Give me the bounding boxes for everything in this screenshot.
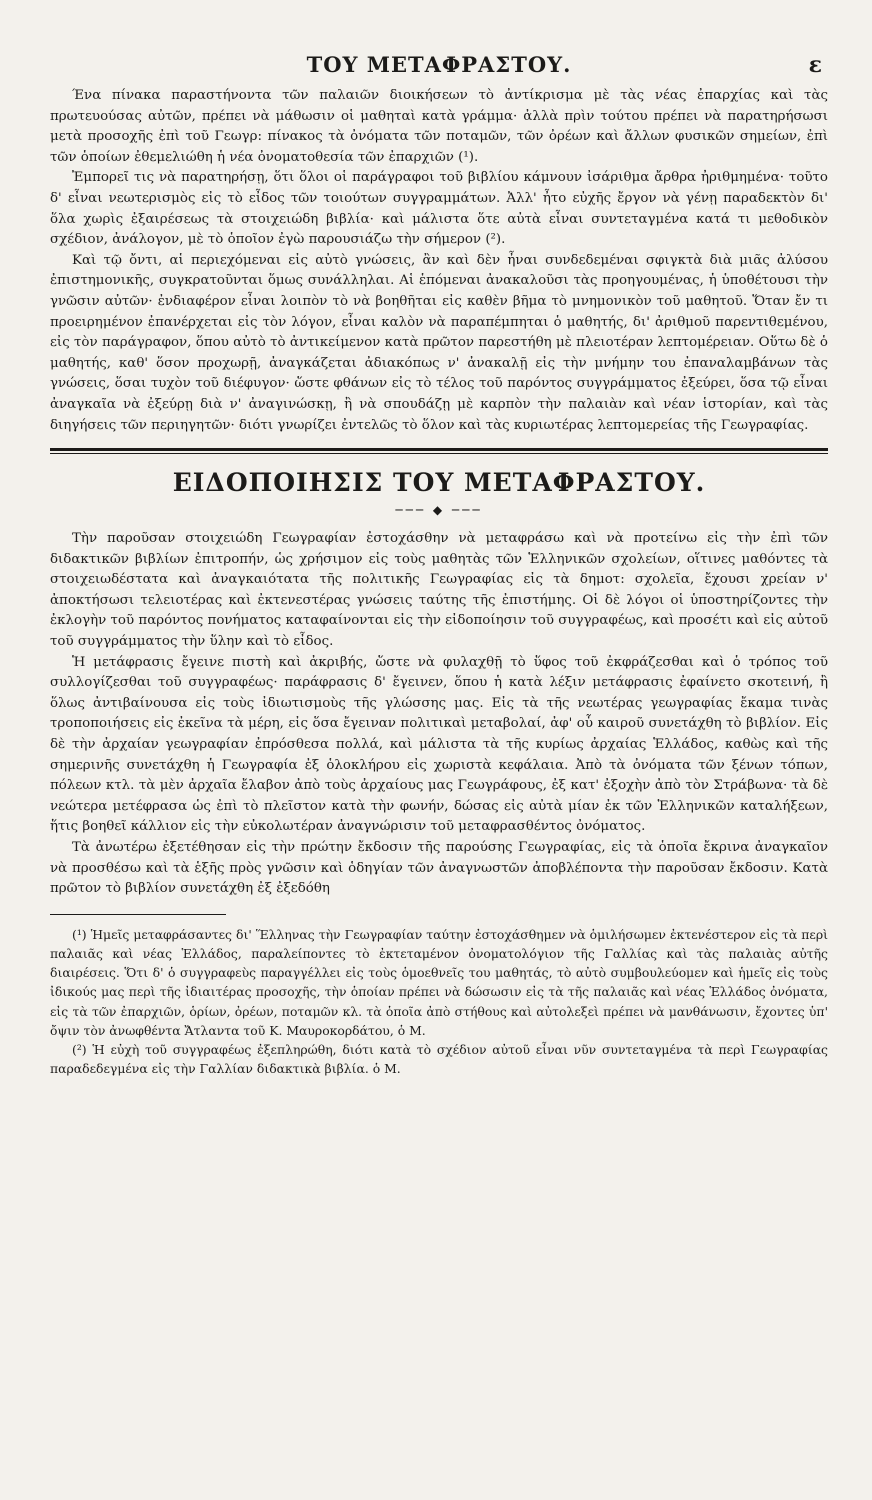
preface-paragraph-1: Ένα πίνακα παραστήνοντα τῶν παλαιῶν διοικήσεων τὸ ἀντίκρισμα μὲ τὰς νέας ἐπαρχίας καὶ τὰς πρωτευούσας αὐτῶν, πρέπει νὰ μάθωσιν οἱ μαθηταὶ κατὰ γράμμα· ἀλλὰ πρὶν τούτου πρέπει νὰ παρατηρήσωσι μετὰ προσοχῆς ἐπὶ τοῦ Γεωγρ: πίνακος τὰ ὀνόματα τῶν ποταμῶν, τῶν ὀρέων καὶ ἄλλων φυσικῶν σημείων, ἐπὶ τῶν ὁποίων ἐθεμελιώθη ἡ νέα ὀνοματοθεσία τῶν ἐπαρχιῶν (¹).	[50, 88, 828, 165]
preface-paragraph-3: Καὶ τῷ ὄντι, αἱ περιεχόμεναι εἰς αὐτὸ γνώσεις, ἂν καὶ δὲν ἦναι συνδεδεμέναι σφιγκτὰ διὰ μιᾶς ἀλύσου ἐπιστημονικῆς, συγκρατοῦνται ὅμως συνάλληλαι. Αἱ ἑπόμεναι ἀνακαλοῦσι τὰς προηγουμένας, ἡ ὑποθέτουσι τὴν γνῶσιν αὐτῶν· ἐνδιαφέρον εἶναι λοιπὸν τὸ νὰ βοηθῆται εἰς καθὲν βῆμα τὸ μνημονικὸν τοῦ μαθητοῦ. Ὅταν ἔν τι προειρημένον ἐπανέρχεται εἰς τὸν λόγον, εἶναι καλὸν νὰ παραπέμπηται ὁ μαθητής, δι' ἀριθμοῦ παρεντιθεμένου, εἰς τὸν παράγραφον, ὅπου αὐτὸ τὸ ἀντικείμενον κατὰ πρῶτον παρεστήθη μὲ πλειοτέραν λεπτομέρειαν. Οὕτω δὲ ὁ μαθητής, καθ' ὅσον προχωρῇ, ἀναγκάζεται ἀδιακόπως ν' ἀνακαλῇ εἰς τὴν μνήμην του ἐπαναλαμβάνων τὰς γνώσεις, ὅσαι τυχὸν τοῦ διέφυγον· ὥστε φθάνων εἰς τὸ τέλος τοῦ παρόντος συγγράμματος ἐξεύρει, ὅσα τῷ εἶναι ἀναγκαῖα νὰ ἐξεύρῃ διὰ ν' ἀναγινώσκῃ, ἢ νὰ σπουδάζῃ μὲ καρπὸν τὴν παλαιὰν καὶ νέαν ἱστορίαν, καὶ τὰς διηγήσεις τῶν περιηγητῶν· διότι γνωρίζει ἐντελῶς τὸ ὅλον καὶ τὰς κυριωτέρας λεπτομερείας τῆς Γεωγραφίας.	[50, 252, 828, 433]
page-number: ε	[808, 52, 822, 78]
footnote-divider	[50, 914, 226, 915]
footnote-2: (²) Ἡ εὐχὴ τοῦ συγγραφέως ἐξεπληρώθη, διότι κατὰ τὸ σχέδιον αὐτοῦ εἶναι νῦν συντεταγμένα τὰ περὶ Γεωγραφίας παραδεδεγμένα εἰς τὴν Γαλλίαν διδακτικὰ βιβλία. ὁ Μ.	[50, 1042, 828, 1077]
notice-section	[50, 468, 828, 900]
notice-title: ΕΙΔΟΠΟΙΗΣΙΣ ΤΟΥ ΜΕΤΑΦΡΑΣΤΟΥ.	[172, 468, 706, 498]
section-divider-thin	[50, 453, 828, 454]
preface-section	[50, 86, 828, 436]
footnote-1: (¹) Ἡμεῖς μεταφράσαντες δι' Ἕλληνας τὴν Γεωγραφίαν ταύτην ἐστοχάσθημεν νὰ ὁμιλήσωμεν ἐκτενέστερον εἰς τὰ περὶ παλαιᾶς καὶ νέας Ἑλλάδος, παραλείποντες τὸ ἐκτεταμένον ὀνοματολόγιον τῆς Γαλλίας καὶ τὰς παλαιὰς αὐτῆς διαιρέσεις. Ὅτι δ' ὁ συγγραφεὺς παραγγέλλει εἰς τοὺς ὁμοεθνεῖς του μαθητάς, τὸ αὐτὸ συμβουλεύομεν καὶ ἡμεῖς εἰς τοὺς ἰδικούς μας περὶ τῆς ἰδιαιτέρας προσοχῆς, τὴν ὁποίαν πρέπει νὰ δώσωσιν εἰς τὰ τῆς παλαιᾶς καὶ νέας Ἑλλάδος ὀνόματα, εἰς τὰ τῶν ἐπαρχιῶν, ὁρίων, ὀρέων, ποταμῶν κλ. τὰ ὁποῖα ἀπὸ στήθους καὶ αὐτολεξεὶ πρέπει νὰ μανθάνωσιν, ἔχοντες ὑπ' ὄψιν τὸν ἀνωφθέντα Ἄτλαντα τοῦ Κ. Μαυροκορδάτου, ὁ Μ.	[50, 926, 828, 1038]
footnotes	[50, 925, 828, 1079]
ornament-divider: ─── ◆ ───	[395, 503, 483, 518]
preface-paragraph-2: Ἐμπορεῖ τις νὰ παρατηρήσῃ, ὅτι ὅλοι οἱ παράγραφοι τοῦ βιβλίου κάμνουν ἰσάριθμα ἄρθρα ἠριθμημένα· τοῦτο δ' εἶναι νεωτερισμὸς εἰς τὸ εἶδος τῶν τοιούτων συγγραμμάτων. Ἀλλ' ἦτο εὐχῆς ἔργον νὰ γένῃ παραδεκτὸν δι' ὅλα χωρὶς ἐξαιρέσεως τὰ στοιχειώδη βιβλία· καὶ μάλιστα ὅτε αὐτὰ εἶναι συντεταγμένα κατά τι μεθοδικὸν σχέδιον, ἀνάλογον, μὲ τὸ ὁποῖον ἐγὼ παρουσιάζω τὴν σήμερον (²).	[50, 170, 828, 248]
running-title: ΤΟΥ ΜΕΤΑΦΡΑΣΤΟΥ.	[306, 52, 572, 77]
running-head	[50, 52, 828, 86]
notice-paragraph-1: Τὴν παροῦσαν στοιχειώδη Γεωγραφίαν ἐστοχάσθην νὰ μεταφράσω καὶ νὰ προτείνω εἰς τὴν ἐπὶ τῶν διδακτικῶν βιβλίων ἐπιτροπήν, ὡς χρήσιμον εἰς τοὺς μαθητὰς τῶν Ἑλληνικῶν σχολείων, οἵτινες μαθόντες τὰ στοιχειωδέστατα καὶ ἀναγκαιότατα τῆς πολιτικῆς Γεωγραφίας εἰς τὰ δημοτ: σχολεῖα, ἔχουσι χρείαν ν' ἀποκτήσωσι τελειοτέρας καὶ ἐκτενεστέρας γνώσεις ταύτης τῆς ἐπιστήμης. Οἱ δὲ λόγοι οἱ ὑποστηρίζοντες τὴν ἐκλογὴν τοῦ παρόντος πονήματος καταφαίνονται εἰς τὴν εἰδοποίησιν τοῦ συγγραφέως, καὶ προσέτι καὶ εἰς αὐτοῦ τοῦ συγγράμματος τὴν ὕλην καὶ τὸ εἶδος.	[50, 531, 828, 650]
section-divider-thick	[50, 448, 828, 451]
notice-paragraph-2: Ἡ μετάφρασις ἔγεινε πιστὴ καὶ ἀκριβής, ὥστε νὰ φυλαχθῇ τὸ ὕφος τοῦ ἐκφράζεσθαι καὶ ὁ τρόπος τοῦ συλλογίζεσθαι τοῦ συγγραφέως· παράφρασις δ' ἔγεινεν, ὅπου ἡ κατὰ λέξιν μετάφρασις ἐφαίνετο σκοτεινή, ἢ ὅλως ἀντιβαίνουσα εἰς τοὺς ἰδιωτισμοὺς τῆς γλώσσης μας. Εἰς τὰ τῆς νεωτέρας γεωγραφίας ἔκαμα τινὰς τροποποιήσεις εἰς ἐκεῖνα τὰ μέρη, εἰς ὅσα ἔγειναν πολιτικαὶ μεταβολαί, ἀφ' οὗ καιροῦ συνετάχθη τὸ βιβλίον. Εἰς δὲ τὴν ἀρχαίαν γεωγραφίαν ἐπρόσθεσα πολλά, καὶ μάλιστα τὰ τῆς κυρίως ἀρχαίας Ἑλλάδος, καθὼς καὶ τῆς σημερινῆς συνετάχθη ἡ Γεωγραφία ἐξ ὁλοκλήρου εἰς χωριστὰ κεφάλαια. Ἀπὸ τὰ ὀνόματα τῶν ξένων τόπων, πόλεων κτλ. τὰ μὲν ἀρχαῖα ἔλαβον ἀπὸ τοὺς ἀρχαίους μας Γεωγράφους, ἐξ κατ' ἐξοχὴν ἀπὸ τὸν Στράβωνα· τὰ δὲ νεώτερα μετέφρασα ὡς ἐπὶ τὸ πλεῖστον κατὰ τὴν φωνήν, δώσας εἰς αὐτὰ μίαν ἐκ τῶν Ἑλληνικῶν καταλήξεων, ἥτις βοηθεῖ κάλλιον εἰς τὴν εὐκολωτέραν ἀναγνώρισιν τοῦ μεταφρασθέντος ὀνόματος.	[50, 654, 828, 835]
notice-paragraph-3: Τὰ ἀνωτέρω ἐξετέθησαν εἰς τὴν πρώτην ἔκδοσιν τῆς παρούσης Γεωγραφίας, εἰς τὰ ὁποῖα ἔκρινα ἀναγκαῖον νὰ προσθέσω καὶ τὰ ἑξῆς πρὸς γνῶσιν καὶ ὁδηγίαν τῶν ἀναγνωστῶν ἀποβλέποντα τὴν παροῦσαν ἔκδοσιν. Κατὰ πρῶτον τὸ βιβλίον συνετάχθη ἐξ ἐξεδόθη	[50, 840, 828, 897]
